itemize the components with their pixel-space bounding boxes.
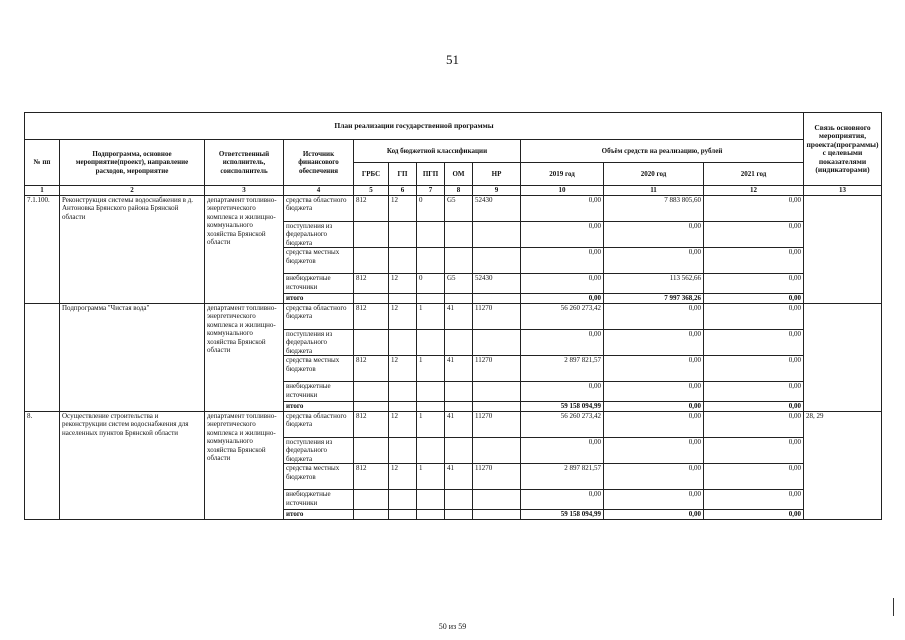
nr-cell: 11270 [473, 356, 521, 382]
empty-cell [354, 294, 389, 304]
empty-cell [473, 402, 521, 412]
nr-cell: 11270 [473, 411, 521, 437]
header-executor: Ответственный исполнитель, соисполнитель [205, 140, 284, 186]
amount-2019: 0,00 [521, 221, 604, 248]
pgp-cell [417, 382, 445, 402]
header-source: Источник финансового обеспечения [284, 140, 354, 186]
measure-name: Подпрограмма "Чистая вода" [60, 303, 205, 411]
nr-cell: 52430 [473, 195, 521, 221]
amount-2021: 0,00 [704, 248, 804, 274]
gp-cell: 12 [389, 274, 417, 294]
source-cell: поступления из федерального бюджета [284, 437, 354, 464]
source-cell: поступления из федерального бюджета [284, 221, 354, 248]
empty-cell [417, 510, 445, 520]
total-2021: 0,00 [704, 510, 804, 520]
header-nr: НР [473, 163, 521, 186]
pgp-cell: 1 [417, 411, 445, 437]
om-cell [445, 221, 473, 248]
nr-cell: 52430 [473, 274, 521, 294]
plan-body [25, 195, 882, 519]
amount-2021: 0,00 [704, 195, 804, 221]
pgp-cell [417, 437, 445, 464]
total-label: итого [284, 294, 354, 304]
amount-2019: 0,00 [521, 248, 604, 274]
gp-cell [389, 248, 417, 274]
column-number: 5 [354, 186, 389, 196]
source-cell: средства областного бюджета [284, 195, 354, 221]
empty-cell [473, 294, 521, 304]
gp-cell [389, 490, 417, 510]
indicator-link: 28, 29 [804, 411, 882, 519]
empty-cell [354, 510, 389, 520]
grbs-cell: 812 [354, 274, 389, 294]
header-2019: 2019 год [521, 163, 604, 186]
source-cell: средства областного бюджета [284, 303, 354, 329]
amount-2021: 0,00 [704, 382, 804, 402]
row-number: 7.1.100. [25, 195, 60, 303]
column-number-row [25, 186, 882, 196]
pgp-cell [417, 329, 445, 356]
gp-cell: 12 [389, 411, 417, 437]
header-budget-code: Код бюджетной классификации [354, 140, 521, 163]
total-2021: 0,00 [704, 402, 804, 412]
empty-cell [389, 402, 417, 412]
om-cell: G5 [445, 274, 473, 294]
source-cell: средства местных бюджетов [284, 464, 354, 490]
source-cell: средства областного бюджета [284, 411, 354, 437]
grbs-cell [354, 490, 389, 510]
nr-cell: 11270 [473, 464, 521, 490]
pgp-cell: 0 [417, 195, 445, 221]
amount-2021: 0,00 [704, 437, 804, 464]
table-row [25, 195, 882, 221]
amount-2019: 0,00 [521, 195, 604, 221]
amount-2020: 0,00 [604, 248, 704, 274]
executor-cell: департамент топливно-энергетического комплекса и жилищно-коммунального хозяйства Брянской области [205, 303, 284, 411]
amount-2020: 7 883 805,60 [604, 195, 704, 221]
measure-name: Реконструкция системы водоснабжения в д. Антоновка Брянского района Брянской области [60, 195, 205, 303]
pgp-cell [417, 221, 445, 248]
pgp-cell [417, 248, 445, 274]
om-cell: G5 [445, 195, 473, 221]
gp-cell [389, 437, 417, 464]
grbs-cell [354, 329, 389, 356]
header-volume: Объём средств на реализацию, рублей [521, 140, 804, 163]
row-number [25, 303, 60, 411]
column-number: 12 [704, 186, 804, 196]
column-number: 2 [60, 186, 205, 196]
om-cell [445, 490, 473, 510]
nr-cell [473, 382, 521, 402]
pgp-cell: 0 [417, 274, 445, 294]
amount-2019: 0,00 [521, 382, 604, 402]
nr-cell [473, 329, 521, 356]
amount-2021: 0,00 [704, 356, 804, 382]
grbs-cell: 812 [354, 464, 389, 490]
om-cell [445, 329, 473, 356]
header-2021: 2021 год [704, 163, 804, 186]
amount-2021: 0,00 [704, 329, 804, 356]
empty-cell [389, 510, 417, 520]
table-row [25, 411, 882, 437]
empty-cell [417, 294, 445, 304]
grbs-cell [354, 248, 389, 274]
total-2020: 0,00 [604, 402, 704, 412]
table-row [25, 303, 882, 329]
amount-2020: 0,00 [604, 382, 704, 402]
total-2019: 59 158 094,99 [521, 510, 604, 520]
amount-2019: 0,00 [521, 274, 604, 294]
column-number: 10 [521, 186, 604, 196]
source-cell: поступления из федерального бюджета [284, 329, 354, 356]
amount-2019: 56 260 273,42 [521, 303, 604, 329]
amount-2021: 0,00 [704, 490, 804, 510]
gp-cell: 12 [389, 303, 417, 329]
table-title: План реализации государственной программы [25, 113, 804, 140]
gp-cell [389, 329, 417, 356]
header-name: Подпрограмма, основное мероприятие(проект), направление расходов, мероприятие [60, 140, 205, 186]
amount-2021: 0,00 [704, 221, 804, 248]
amount-2020: 0,00 [604, 490, 704, 510]
header-om: ОМ [445, 163, 473, 186]
gp-cell: 12 [389, 195, 417, 221]
margin-rule [893, 598, 894, 616]
om-cell: 41 [445, 464, 473, 490]
total-2020: 7 997 368,26 [604, 294, 704, 304]
empty-cell [445, 402, 473, 412]
nr-cell [473, 437, 521, 464]
header-2020: 2020 год [604, 163, 704, 186]
pgp-cell: 1 [417, 356, 445, 382]
nr-cell [473, 221, 521, 248]
source-cell: средства местных бюджетов [284, 248, 354, 274]
gp-cell [389, 382, 417, 402]
indicator-link [804, 303, 882, 411]
amount-2021: 0,00 [704, 411, 804, 437]
empty-cell [445, 294, 473, 304]
source-cell: средства местных бюджетов [284, 356, 354, 382]
amount-2020: 0,00 [604, 411, 704, 437]
header-grbs: ГРБС [354, 163, 389, 186]
amount-2020: 0,00 [604, 356, 704, 382]
empty-cell [389, 294, 417, 304]
gp-cell [389, 221, 417, 248]
empty-cell [354, 402, 389, 412]
column-number: 9 [473, 186, 521, 196]
page-number: 51 [446, 52, 459, 67]
om-cell [445, 437, 473, 464]
total-label: итого [284, 510, 354, 520]
om-cell [445, 382, 473, 402]
column-number: 4 [284, 186, 354, 196]
amount-2019: 56 260 273,42 [521, 411, 604, 437]
indicator-link [804, 195, 882, 303]
amount-2020: 0,00 [604, 303, 704, 329]
total-2020: 0,00 [604, 510, 704, 520]
amount-2019: 2 897 821,57 [521, 464, 604, 490]
om-cell: 41 [445, 411, 473, 437]
grbs-cell [354, 437, 389, 464]
om-cell: 41 [445, 303, 473, 329]
measure-name: Осуществление строительства и реконструкции систем водоснабжения для населенных пунктов Брянской области [60, 411, 205, 519]
grbs-cell: 812 [354, 303, 389, 329]
amount-2021: 0,00 [704, 464, 804, 490]
pgp-cell: 1 [417, 464, 445, 490]
gp-cell: 12 [389, 356, 417, 382]
column-number: 13 [804, 186, 882, 196]
header-num: № пп [25, 140, 60, 186]
amount-2020: 0,00 [604, 437, 704, 464]
om-cell [445, 248, 473, 274]
column-number: 7 [417, 186, 445, 196]
grbs-cell [354, 221, 389, 248]
grbs-cell: 812 [354, 411, 389, 437]
header-link: Связь основного мероприятия, проекта(программы) с целевыми показателями (индикаторами) [804, 113, 882, 186]
nr-cell: 11270 [473, 303, 521, 329]
amount-2021: 0,00 [704, 274, 804, 294]
amount-2020: 0,00 [604, 221, 704, 248]
grbs-cell [354, 382, 389, 402]
pgp-cell [417, 490, 445, 510]
column-number: 8 [445, 186, 473, 196]
amount-2019: 2 897 821,57 [521, 356, 604, 382]
gp-cell: 12 [389, 464, 417, 490]
source-cell: внебюджетные источники [284, 382, 354, 402]
empty-cell [445, 510, 473, 520]
amount-2020: 113 562,66 [604, 274, 704, 294]
executor-cell: департамент топливно-энергетического комплекса и жилищно-коммунального хозяйства Брянской области [205, 195, 284, 303]
row-number: 8. [25, 411, 60, 519]
column-number: 3 [205, 186, 284, 196]
amount-2019: 0,00 [521, 329, 604, 356]
amount-2020: 0,00 [604, 329, 704, 356]
empty-cell [473, 510, 521, 520]
column-number: 11 [604, 186, 704, 196]
nr-cell [473, 490, 521, 510]
grbs-cell: 812 [354, 356, 389, 382]
grbs-cell: 812 [354, 195, 389, 221]
total-label: итого [284, 402, 354, 412]
amount-2019: 0,00 [521, 437, 604, 464]
column-number: 1 [25, 186, 60, 196]
amount-2020: 0,00 [604, 464, 704, 490]
column-number: 6 [389, 186, 417, 196]
plan-table [24, 112, 882, 520]
header-gp: ГП [389, 163, 417, 186]
executor-cell: департамент топливно-энергетического комплекса и жилищно-коммунального хозяйства Брянской области [205, 411, 284, 519]
source-cell: внебюджетные источники [284, 490, 354, 510]
page-footer: 50 из 59 [438, 622, 467, 631]
pgp-cell: 1 [417, 303, 445, 329]
amount-2021: 0,00 [704, 303, 804, 329]
source-cell: внебюджетные источники [284, 274, 354, 294]
empty-cell [417, 402, 445, 412]
om-cell: 41 [445, 356, 473, 382]
total-2019: 59 158 094,99 [521, 402, 604, 412]
total-2019: 0,00 [521, 294, 604, 304]
header-pgp: ПГП [417, 163, 445, 186]
nr-cell [473, 248, 521, 274]
amount-2019: 0,00 [521, 490, 604, 510]
total-2021: 0,00 [704, 294, 804, 304]
